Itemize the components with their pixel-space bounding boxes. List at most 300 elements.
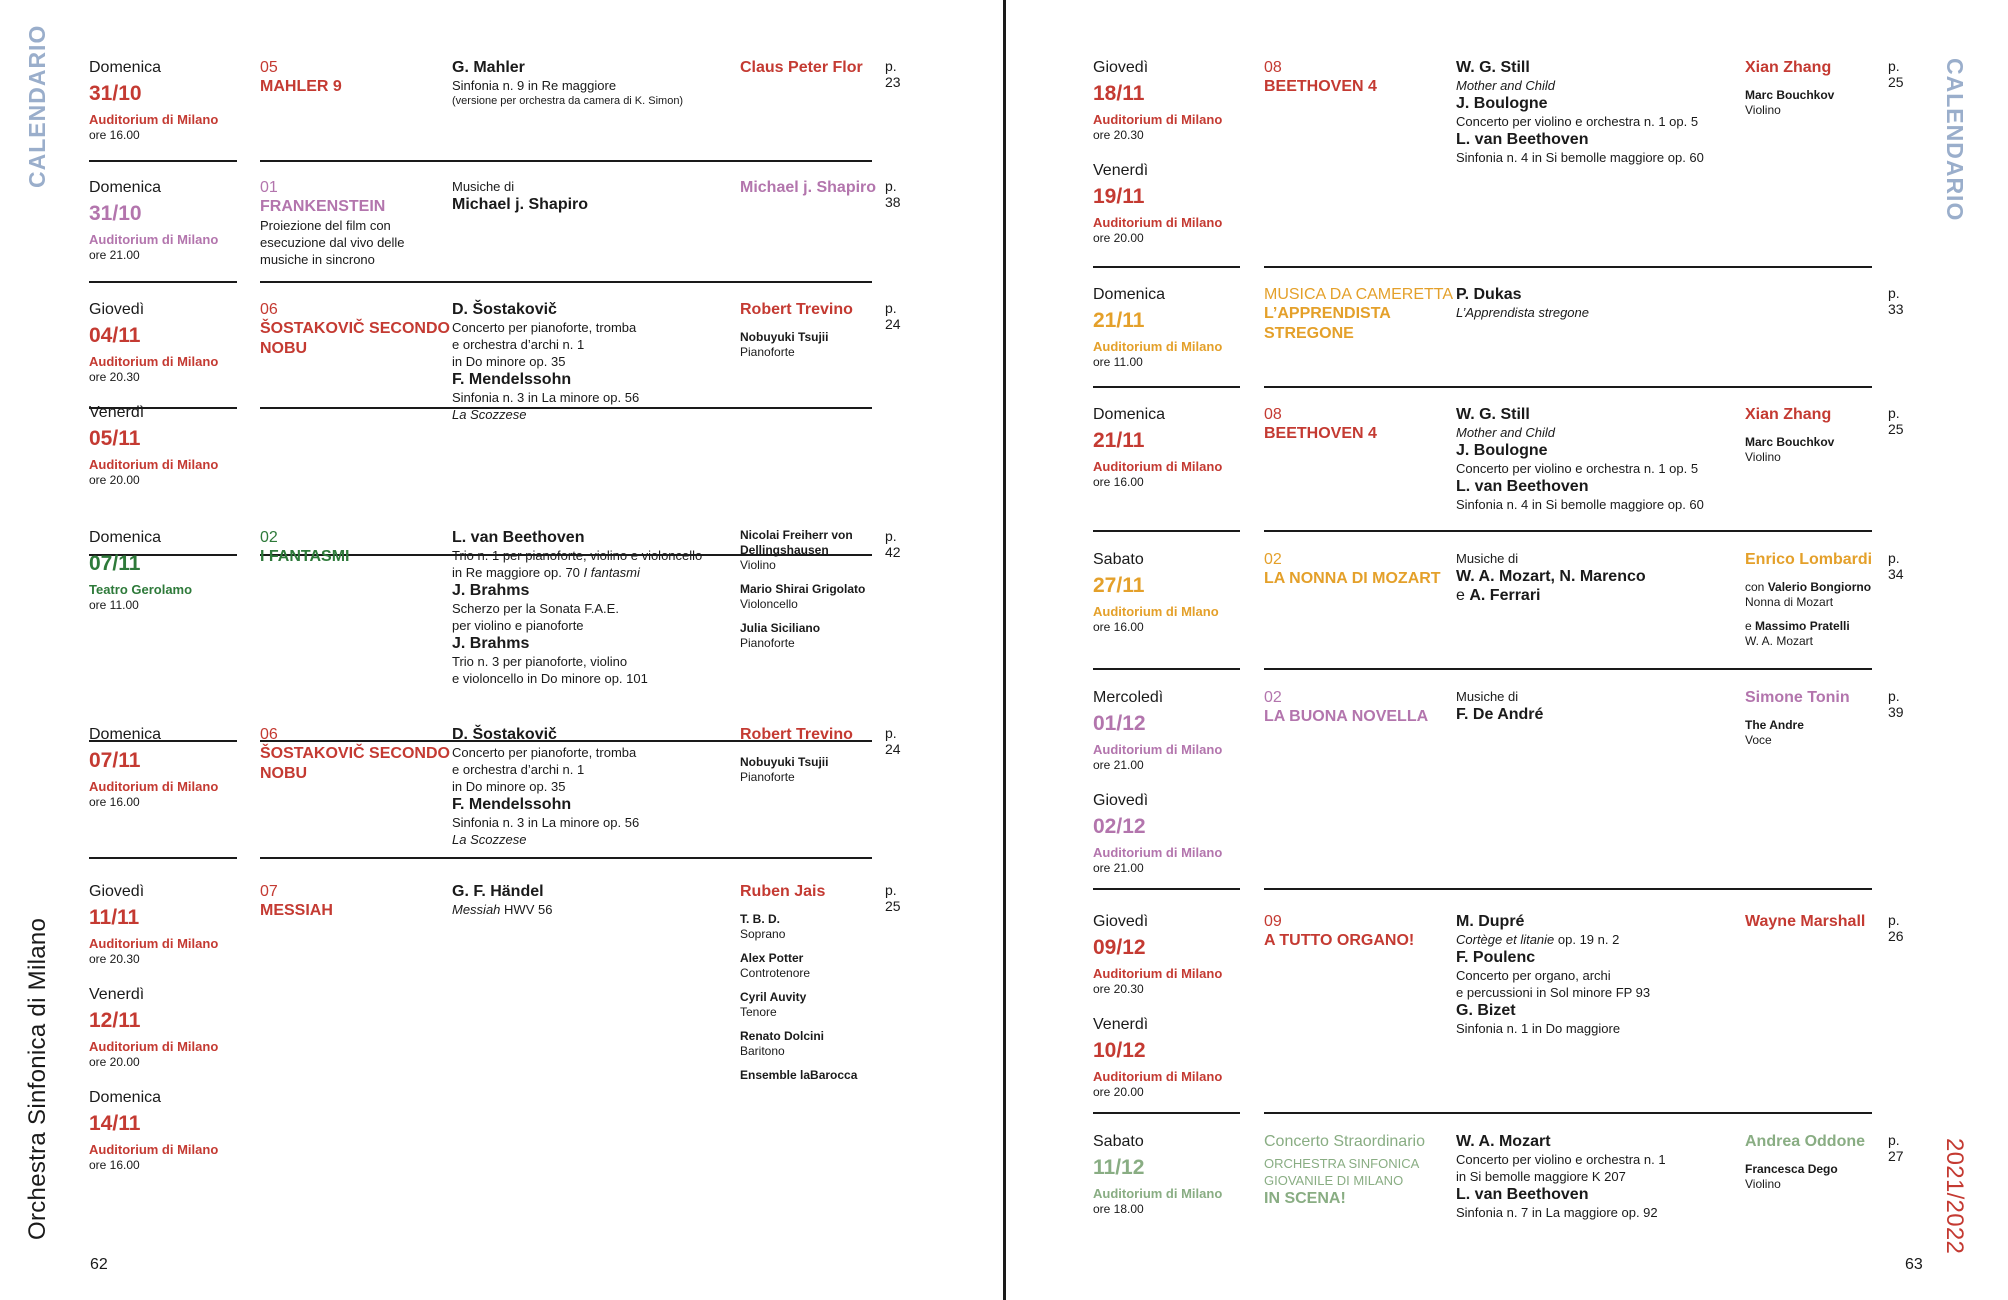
event-dates <box>1093 1132 1253 1235</box>
event-venue: Auditorium di Milano <box>1093 112 1223 127</box>
event-time: ore 11.00 <box>1093 355 1143 369</box>
event-day: Giovedì <box>1093 59 1149 76</box>
program-number: 02 <box>1264 551 1282 568</box>
date-block <box>1093 405 1253 490</box>
soloist-name-text: Alex Potter <box>740 951 804 965</box>
event-time: ore 11.00 <box>89 598 139 612</box>
program-title: BEETHOVEN 4 <box>1264 425 1377 442</box>
event-program <box>1264 1132 1454 1209</box>
soloist <box>1745 718 1885 748</box>
event-day: Venerdì <box>89 986 145 1003</box>
event-day: Domenica <box>89 1089 162 1106</box>
soloist <box>1745 1162 1885 1192</box>
date-block <box>1093 1132 1253 1217</box>
event-time: ore 20.30 <box>1093 128 1144 142</box>
program-title: A TUTTO ORGANO! <box>1264 932 1415 949</box>
page-reference: p. 23 <box>885 58 901 90</box>
event-performers <box>1745 1132 1885 1201</box>
event-day: Domenica <box>1093 406 1166 423</box>
soloist-role: Violoncello <box>740 597 798 611</box>
event-day: Sabato <box>1093 1133 1144 1150</box>
composer-name: G. Mahler <box>452 59 525 76</box>
event-day: Domenica <box>89 529 162 546</box>
work-detail <box>452 94 742 109</box>
composer-name: A. Ferrari <box>1469 587 1541 604</box>
page-reference: p. 24 <box>885 725 901 757</box>
work-composer <box>1456 285 1746 304</box>
event-date: 07/11 <box>89 749 141 772</box>
work-detail-text: L’Apprendista stregone <box>1456 305 1589 320</box>
soloist <box>740 755 880 785</box>
event-date: 19/11 <box>1093 185 1145 208</box>
work-detail <box>1456 1204 1746 1221</box>
event-performers <box>740 882 880 1092</box>
work-detail <box>452 336 742 353</box>
date-block <box>89 882 249 967</box>
date-block <box>1093 58 1253 143</box>
program-title: MESSIAH <box>260 902 333 919</box>
soloist-name <box>1745 1162 1885 1177</box>
work-composer <box>452 370 742 389</box>
event-date: 11/12 <box>1093 1156 1145 1179</box>
page-reference: p. 38 <box>885 178 901 210</box>
composer-name: J. Brahms <box>452 635 530 652</box>
work-composer <box>1456 948 1746 967</box>
soloist-name-text: Massimo Pratelli <box>1755 619 1850 633</box>
page-reference: p. 25 <box>1888 405 1904 437</box>
event-venue: Auditorium di Milano <box>1093 459 1223 474</box>
work-detail-text: Sinfonia n. 9 in Re maggiore <box>452 78 617 93</box>
event-performers <box>1745 688 1885 757</box>
event-day: Giovedì <box>1093 792 1149 809</box>
event-works <box>452 725 742 848</box>
event-date: 21/11 <box>1093 429 1145 452</box>
event-time: ore 16.00 <box>89 795 140 809</box>
soloist-name <box>740 330 880 345</box>
works-intro: Musiche di <box>1456 551 1519 566</box>
event-works <box>452 178 742 214</box>
work-detail-text: Concerto per pianoforte, tromba <box>452 320 637 335</box>
event-time: ore 16.00 <box>1093 620 1144 634</box>
work-detail-text: Mother and Child <box>1456 78 1555 93</box>
program-number: 08 <box>1264 59 1282 76</box>
composer-name: F. Mendelssohn <box>452 796 572 813</box>
page-reference: p. 42 <box>885 528 901 560</box>
event-works <box>452 882 742 918</box>
event-venue: Auditorium di Milano <box>89 779 219 794</box>
work-detail-text: e percussioni in Sol minore FP 93 <box>1456 985 1651 1000</box>
conductor-name: Simone Tonin <box>1745 689 1850 706</box>
soloist-role: Tenore <box>740 1005 777 1019</box>
event-performers <box>1745 58 1885 127</box>
composer-name: W. G. Still <box>1456 406 1530 423</box>
event-divider-line <box>1264 386 1872 388</box>
event-dates <box>1093 58 1253 264</box>
composer-name: W. G. Still <box>1456 59 1530 76</box>
event-day: Venerdì <box>1093 162 1149 179</box>
program-number: 02 <box>1264 689 1282 706</box>
work-detail-text: Concerto per violino e orchestra n. 1 op. 5 <box>1456 114 1699 129</box>
soloist <box>740 1068 880 1083</box>
date-block <box>1093 791 1253 876</box>
event-day: Domenica <box>89 179 162 196</box>
event-time: ore 20.00 <box>1093 1085 1144 1099</box>
event-dates <box>89 178 249 281</box>
event-day: Sabato <box>1093 551 1144 568</box>
date-block <box>89 403 249 488</box>
event-divider-line <box>260 857 872 859</box>
event-program <box>1264 285 1454 344</box>
event-divider-line <box>1264 1112 1872 1114</box>
right-side-year: 2021/2022 <box>1941 1138 1968 1255</box>
soloist-name-text: Nobuyuki Tsujii <box>740 330 829 344</box>
composer-name: J. Brahms <box>452 582 530 599</box>
event-divider-line <box>1093 668 1240 670</box>
composer-name: G. F. Händel <box>452 883 544 900</box>
event-time: ore 21.00 <box>1093 758 1144 772</box>
soloist <box>1745 435 1885 465</box>
work-detail-italic: I fantasmi <box>583 565 640 580</box>
event-venue: Auditorium di Milano <box>1093 339 1223 354</box>
conductor-name: Xian Zhang <box>1745 59 1832 76</box>
work-detail-text: Concerto per violino e orchestra n. 1 <box>1456 1152 1666 1167</box>
work-detail-suffix: HWV 56 <box>500 902 553 917</box>
event-program <box>260 300 450 359</box>
page-reference: p. 34 <box>1888 550 1904 582</box>
soloist-role: Violino <box>1745 450 1781 464</box>
page-reference: p. 25 <box>1888 58 1904 90</box>
soloist-role: Pianoforte <box>740 770 795 784</box>
work-composer <box>1456 912 1746 931</box>
event-date: 27/11 <box>1093 574 1145 597</box>
event-divider-line <box>89 281 237 283</box>
composer-name: J. Boulogne <box>1456 95 1548 112</box>
program-title: FRANKENSTEIN <box>260 198 386 215</box>
event-dates <box>89 725 249 828</box>
work-detail-text: in Do minore op. 35 <box>452 779 566 794</box>
event-time: ore 20.00 <box>89 1055 140 1069</box>
work-composer <box>1456 586 1746 605</box>
work-detail <box>452 653 742 670</box>
event-day: Domenica <box>89 59 162 76</box>
work-detail-text: in Do minore op. 35 <box>452 354 566 369</box>
soloist <box>740 912 880 942</box>
event-day: Domenica <box>89 726 162 743</box>
event-divider-line <box>89 857 237 859</box>
work-detail-suffix: op. 19 n. 2 <box>1554 932 1620 947</box>
soloist <box>1745 580 1885 610</box>
work-composer <box>452 725 742 744</box>
event-date: 11/11 <box>89 906 140 929</box>
conductor-name: Robert Trevino <box>740 726 853 743</box>
page-reference: p. 33 <box>1888 285 1904 317</box>
composer-name: M. Dupré <box>1456 913 1525 930</box>
event-program <box>1264 688 1454 727</box>
work-composer <box>1456 58 1746 77</box>
date-block <box>1093 285 1253 370</box>
event-dates <box>1093 912 1253 1118</box>
soloist <box>740 528 880 573</box>
event-day: Giovedì <box>89 883 145 900</box>
event-dates <box>89 300 249 506</box>
event-venue: Auditorium di Milano <box>89 1142 219 1157</box>
program-number: 01 <box>260 179 278 196</box>
page-reference: p. 26 <box>1888 912 1904 944</box>
soloist-name-text: Julia Siciliano <box>740 621 821 635</box>
program-number: 02 <box>260 529 278 546</box>
event-program <box>260 528 450 567</box>
composer-name: L. van Beethoven <box>452 529 585 546</box>
work-detail <box>452 744 742 761</box>
event-day: Giovedì <box>1093 913 1149 930</box>
event-works <box>452 528 742 687</box>
work-detail-text: (versione per orchestra da camera di K. Simon) <box>452 95 684 107</box>
composer-name: L. van Beethoven <box>1456 478 1589 495</box>
work-detail <box>452 901 742 918</box>
event-works <box>1456 405 1746 513</box>
composer-name: G. Bizet <box>1456 1002 1516 1019</box>
event-performers <box>740 528 880 660</box>
right-side-title: CALENDARIO <box>1942 58 1968 222</box>
work-detail-text: Trio n. 3 per pianoforte, violino <box>452 654 628 669</box>
work-detail-text: Messiah <box>452 902 501 917</box>
soloist-name-text: Francesca Dego <box>1745 1162 1838 1176</box>
event-time: ore 21.00 <box>1093 861 1144 875</box>
composer-name: F. Mendelssohn <box>452 371 572 388</box>
work-detail-text: Concerto per pianoforte, tromba <box>452 745 637 760</box>
work-detail <box>452 406 742 423</box>
soloist-name-text: Mario Shirai Grigolato <box>740 582 866 596</box>
program-number: 07 <box>260 883 278 900</box>
program-title: MAHLER 9 <box>260 78 342 95</box>
work-composer <box>452 58 742 77</box>
conductor-name: Claus Peter Flor <box>740 59 863 76</box>
event-venue: Auditorium di Milano <box>89 457 219 472</box>
work-detail-text: Mother and Child <box>1456 425 1555 440</box>
work-composer <box>1456 94 1746 113</box>
work-composer <box>1456 1132 1746 1151</box>
work-detail <box>1456 967 1746 984</box>
work-detail-text: Sinfonia n. 4 in Si bemolle maggiore op. 60 <box>1456 150 1704 165</box>
program-title: I FANTASMI <box>260 548 350 565</box>
left-side-title: CALENDARIO <box>24 24 50 188</box>
event-venue: Auditorium di Milano <box>1093 966 1223 981</box>
conductor-name: Andrea Oddone <box>1745 1133 1866 1150</box>
event-works <box>1456 688 1746 724</box>
event-date: 01/12 <box>1093 712 1146 735</box>
soloist <box>740 330 880 360</box>
program-title: L’APPRENDISTA STREGONE <box>1264 305 1391 342</box>
date-block <box>89 1088 249 1173</box>
soloist-name <box>1745 619 1885 634</box>
soloist-name <box>740 951 880 966</box>
soloist-name <box>740 1029 880 1044</box>
event-works <box>452 300 742 423</box>
date-block <box>1093 912 1253 997</box>
work-detail <box>452 564 742 581</box>
work-detail-text: Sinfonia n. 1 in Do maggiore <box>1456 1021 1621 1036</box>
event-day: Domenica <box>1093 286 1166 303</box>
event-divider-line <box>1264 530 1872 532</box>
work-detail <box>452 814 742 831</box>
work-detail-text: per violino e pianoforte <box>452 618 584 633</box>
right-page-number: 63 <box>1905 1256 1923 1273</box>
work-detail-text: e violoncello in Do minore op. 101 <box>452 671 648 686</box>
soloist <box>740 582 880 612</box>
event-program <box>260 882 450 921</box>
conductor-name: Enrico Lombardi <box>1745 551 1873 568</box>
work-detail <box>452 831 742 848</box>
conductor-name: Wayne Marshall <box>1745 913 1866 930</box>
event-time: ore 16.00 <box>1093 475 1144 489</box>
program-number: 06 <box>260 301 278 318</box>
work-detail-text: Concerto per violino e orchestra n. 1 op. 5 <box>1456 461 1699 476</box>
event-performers <box>740 300 880 369</box>
work-detail-text: in Si bemolle maggiore K 207 <box>1456 1169 1626 1184</box>
event-day: Giovedì <box>89 301 145 318</box>
event-dates <box>1093 405 1253 508</box>
work-composer <box>1456 130 1746 149</box>
date-block <box>89 58 249 143</box>
soloist-role: Pianoforte <box>740 636 795 650</box>
composer-name: W. A. Mozart, N. Marenco <box>1456 568 1646 585</box>
event-venue: Auditorium di Milano <box>1093 845 1223 860</box>
work-composer <box>1456 477 1746 496</box>
event-venue: Auditorium di Milano <box>1093 742 1223 757</box>
soloist-role: Baritono <box>740 1044 785 1058</box>
composer-name: F. De André <box>1456 706 1544 723</box>
event-program <box>1264 405 1454 444</box>
program-title: LA NONNA DI MOZART <box>1264 570 1441 587</box>
event-program <box>1264 550 1454 589</box>
soloist-name <box>1745 580 1885 595</box>
work-detail <box>1456 496 1746 513</box>
event-works <box>1456 550 1746 605</box>
event-day: Venerdì <box>89 404 145 421</box>
event-program <box>260 725 450 784</box>
soloist-name-text: Cyril Auvity <box>740 990 807 1004</box>
event-program <box>260 178 450 268</box>
event-day: Mercoledì <box>1093 689 1164 706</box>
work-detail <box>452 77 742 94</box>
event-time: ore 21.00 <box>89 248 140 262</box>
date-block <box>89 985 249 1070</box>
event-works <box>1456 285 1746 321</box>
event-venue: Auditorium di Milano <box>1093 1069 1223 1084</box>
event-date: 10/12 <box>1093 1039 1146 1062</box>
left-side-orchestra: Orchestra Sinfonica di Milano <box>24 917 51 1240</box>
work-detail <box>1456 113 1746 130</box>
soloist-name <box>740 582 880 597</box>
event-dates <box>1093 285 1253 388</box>
work-composer <box>1456 1185 1746 1204</box>
work-detail <box>452 778 742 795</box>
work-detail-text: Cortège et litanie <box>1456 932 1555 947</box>
soloist-role: Controtenore <box>740 966 811 980</box>
left-page-number: 62 <box>90 1256 108 1273</box>
work-detail <box>1456 1151 1746 1168</box>
event-performers <box>740 58 880 88</box>
event-date: 09/12 <box>1093 936 1146 959</box>
event-dates <box>89 528 249 631</box>
work-composer <box>1456 567 1746 586</box>
works-intro: Musiche di <box>1456 689 1519 704</box>
soloist-role: Soprano <box>740 927 786 941</box>
work-detail <box>1456 460 1746 477</box>
date-block <box>89 300 249 385</box>
date-block <box>89 725 249 810</box>
soloist-role: Violino <box>1745 1177 1781 1191</box>
work-composer <box>1456 441 1746 460</box>
page-gutter-divider <box>1003 0 1006 1300</box>
work-detail-text: Sinfonia n. 3 in La minore op. 56 <box>452 815 640 830</box>
soloist-name-text: T. B. D. <box>740 912 781 926</box>
soloist-name-text: Ensemble laBarocca <box>740 1068 858 1082</box>
soloist-prefix: con <box>1745 580 1768 594</box>
work-detail <box>1456 77 1746 94</box>
conductor-name: Ruben Jais <box>740 883 826 900</box>
program-description: Proiezione del film con esecuzione dal vivo delle musiche in sincrono <box>260 218 405 267</box>
soloist-name-text: Nobuyuki Tsujii <box>740 755 829 769</box>
program-number: MUSICA DA CAMERETTA <box>1264 286 1454 303</box>
work-detail-text: Scherzo per la Sonata F.A.E. <box>452 601 619 616</box>
event-time: ore 20.30 <box>89 370 140 384</box>
soloist-name <box>1745 435 1885 450</box>
event-time: ore 16.00 <box>89 1158 140 1172</box>
soloist <box>740 990 880 1020</box>
program-subtitle: ORCHESTRA SINFONICA GIOVANILE DI MILANO <box>1264 1156 1419 1188</box>
event-venue: Teatro Gerolamo <box>89 582 193 597</box>
work-detail-text: Sinfonia n. 3 in La minore op. 56 <box>452 390 640 405</box>
page-reference: p. 24 <box>885 300 901 332</box>
event-performers <box>740 178 880 208</box>
composer-name: D. Šostakovič <box>452 726 557 743</box>
event-time: ore 20.00 <box>1093 231 1144 245</box>
event-works <box>452 58 742 109</box>
date-block <box>89 178 249 263</box>
soloist-name-text: Marc Bouchkov <box>1745 435 1835 449</box>
work-composer <box>452 795 742 814</box>
event-works <box>1456 912 1746 1037</box>
conductor-name: Michael j. Shapiro <box>740 179 877 196</box>
page-reference: p. 25 <box>885 882 901 914</box>
soloist-role: Voce <box>1745 733 1772 747</box>
program-title: ŠOSTAKOVIČ SECONDO NOBU <box>260 745 450 782</box>
work-detail-text: e orchestra d’archi n. 1 <box>452 762 585 777</box>
date-block <box>1093 1015 1253 1100</box>
event-date: 31/10 <box>89 82 142 105</box>
event-date: 21/11 <box>1093 309 1145 332</box>
soloist <box>740 1029 880 1059</box>
event-performers <box>1745 550 1885 658</box>
event-day: Venerdì <box>1093 1016 1149 1033</box>
work-composer <box>452 528 742 547</box>
work-detail-text: La Scozzese <box>452 407 527 422</box>
date-block <box>1093 688 1253 773</box>
work-composer <box>452 300 742 319</box>
work-detail <box>1456 1168 1746 1185</box>
work-detail <box>1456 1020 1746 1037</box>
work-detail-text: in Re maggiore op. 70 <box>452 565 580 580</box>
work-detail <box>1456 984 1746 1001</box>
work-detail <box>1456 149 1746 166</box>
event-date: 31/10 <box>89 202 142 225</box>
conductor-name: Robert Trevino <box>740 301 853 318</box>
conductor-name: Xian Zhang <box>1745 406 1832 423</box>
event-dates <box>1093 550 1253 653</box>
event-venue: Auditorium di Mlano <box>1093 604 1219 619</box>
soloist-name <box>740 621 880 636</box>
